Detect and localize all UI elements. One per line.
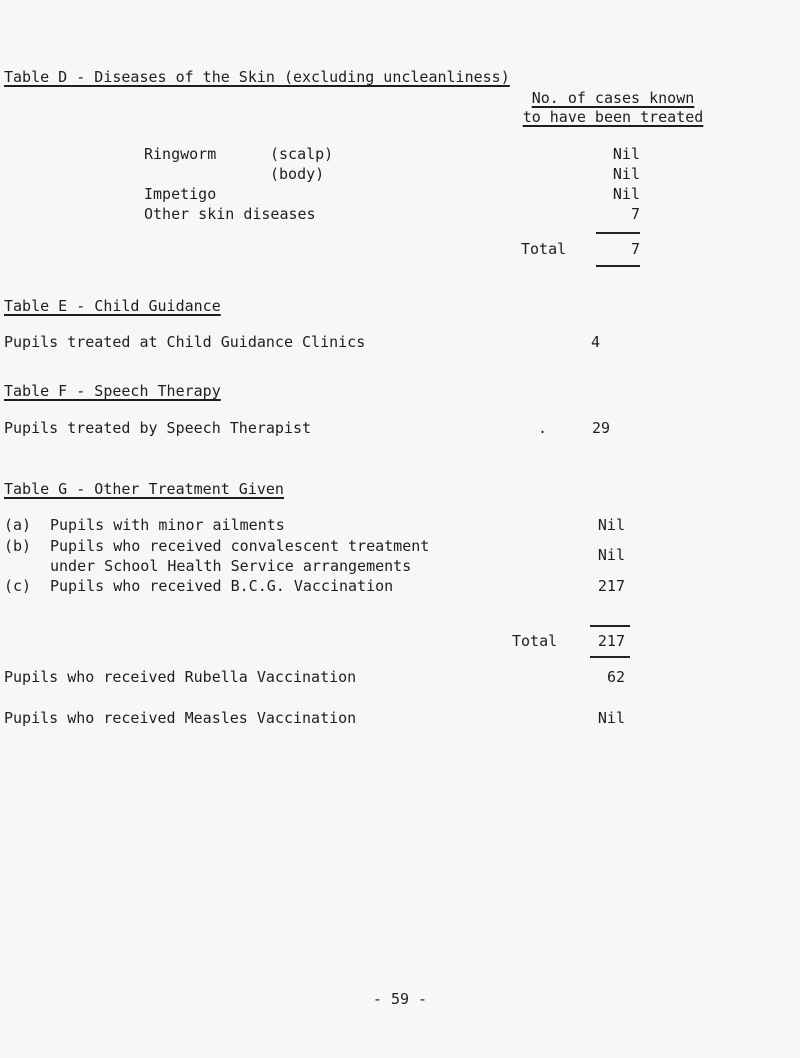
ringworm-scalp-value: Nil: [612, 145, 640, 163]
table-f-row-value: 29: [591, 419, 610, 437]
rubella-value: 62: [606, 668, 625, 686]
table-g-b-label: Pupils who received convalescent treatment: [50, 537, 430, 555]
ringworm-label: Ringworm: [144, 145, 217, 163]
table-g-c-value: 217: [597, 577, 625, 595]
total-rule-bottom: [596, 265, 640, 267]
other-skin-label: Other skin diseases: [144, 205, 316, 223]
column-header-line1: No. of cases known: [531, 89, 695, 107]
ringworm-body-value: Nil: [612, 165, 640, 183]
impetigo-value: Nil: [612, 185, 640, 203]
table-e-title: Table E - Child Guidance: [4, 297, 221, 315]
page-number: - 59 -: [372, 990, 428, 1008]
table-e-row-value: 4: [590, 333, 600, 351]
column-header-line2: to have been treated: [522, 108, 704, 126]
table-f-title: Table F - Speech Therapy: [4, 382, 221, 400]
other-skin-value: 7: [630, 205, 640, 223]
table-g-a-value: Nil: [597, 516, 625, 534]
measles-label: Pupils who received Measles Vaccination: [4, 709, 357, 727]
rubella-label: Pupils who received Rubella Vaccination: [4, 668, 357, 686]
impetigo-label: Impetigo: [144, 185, 217, 203]
table-d-total-label: Total: [521, 240, 567, 258]
total-rule-top: [596, 232, 640, 234]
table-d-total-value: 7: [630, 240, 640, 258]
table-f-dot: .: [538, 419, 548, 437]
table-g-b-value: Nil: [597, 546, 625, 564]
table-d-title: Table D - Diseases of the Skin (excluding uncleanliness): [4, 68, 510, 86]
measles-value: Nil: [597, 709, 625, 727]
table-g-total-label: Total: [512, 632, 558, 650]
table-g-b-marker: (b): [4, 537, 32, 555]
ringworm-scalp-label: (scalp): [270, 145, 334, 163]
table-f-row-label: Pupils treated by Speech Therapist: [4, 419, 312, 437]
table-g-c-label: Pupils who received B.C.G. Vaccination: [50, 577, 394, 595]
table-g-b-label-cont: under School Health Service arrangements: [50, 557, 412, 575]
table-g-title: Table G - Other Treatment Given: [4, 480, 284, 498]
ringworm-body-label: (body): [270, 165, 325, 183]
table-g-c-marker: (c): [4, 577, 32, 595]
table-g-a-marker: (a): [4, 516, 32, 534]
table-g-total-value: 217: [597, 632, 625, 650]
g-total-rule-top: [590, 625, 630, 627]
table-e-row-label: Pupils treated at Child Guidance Clinics: [4, 333, 366, 351]
table-g-a-label: Pupils with minor ailments: [50, 516, 285, 534]
g-total-rule-bottom: [590, 656, 630, 658]
